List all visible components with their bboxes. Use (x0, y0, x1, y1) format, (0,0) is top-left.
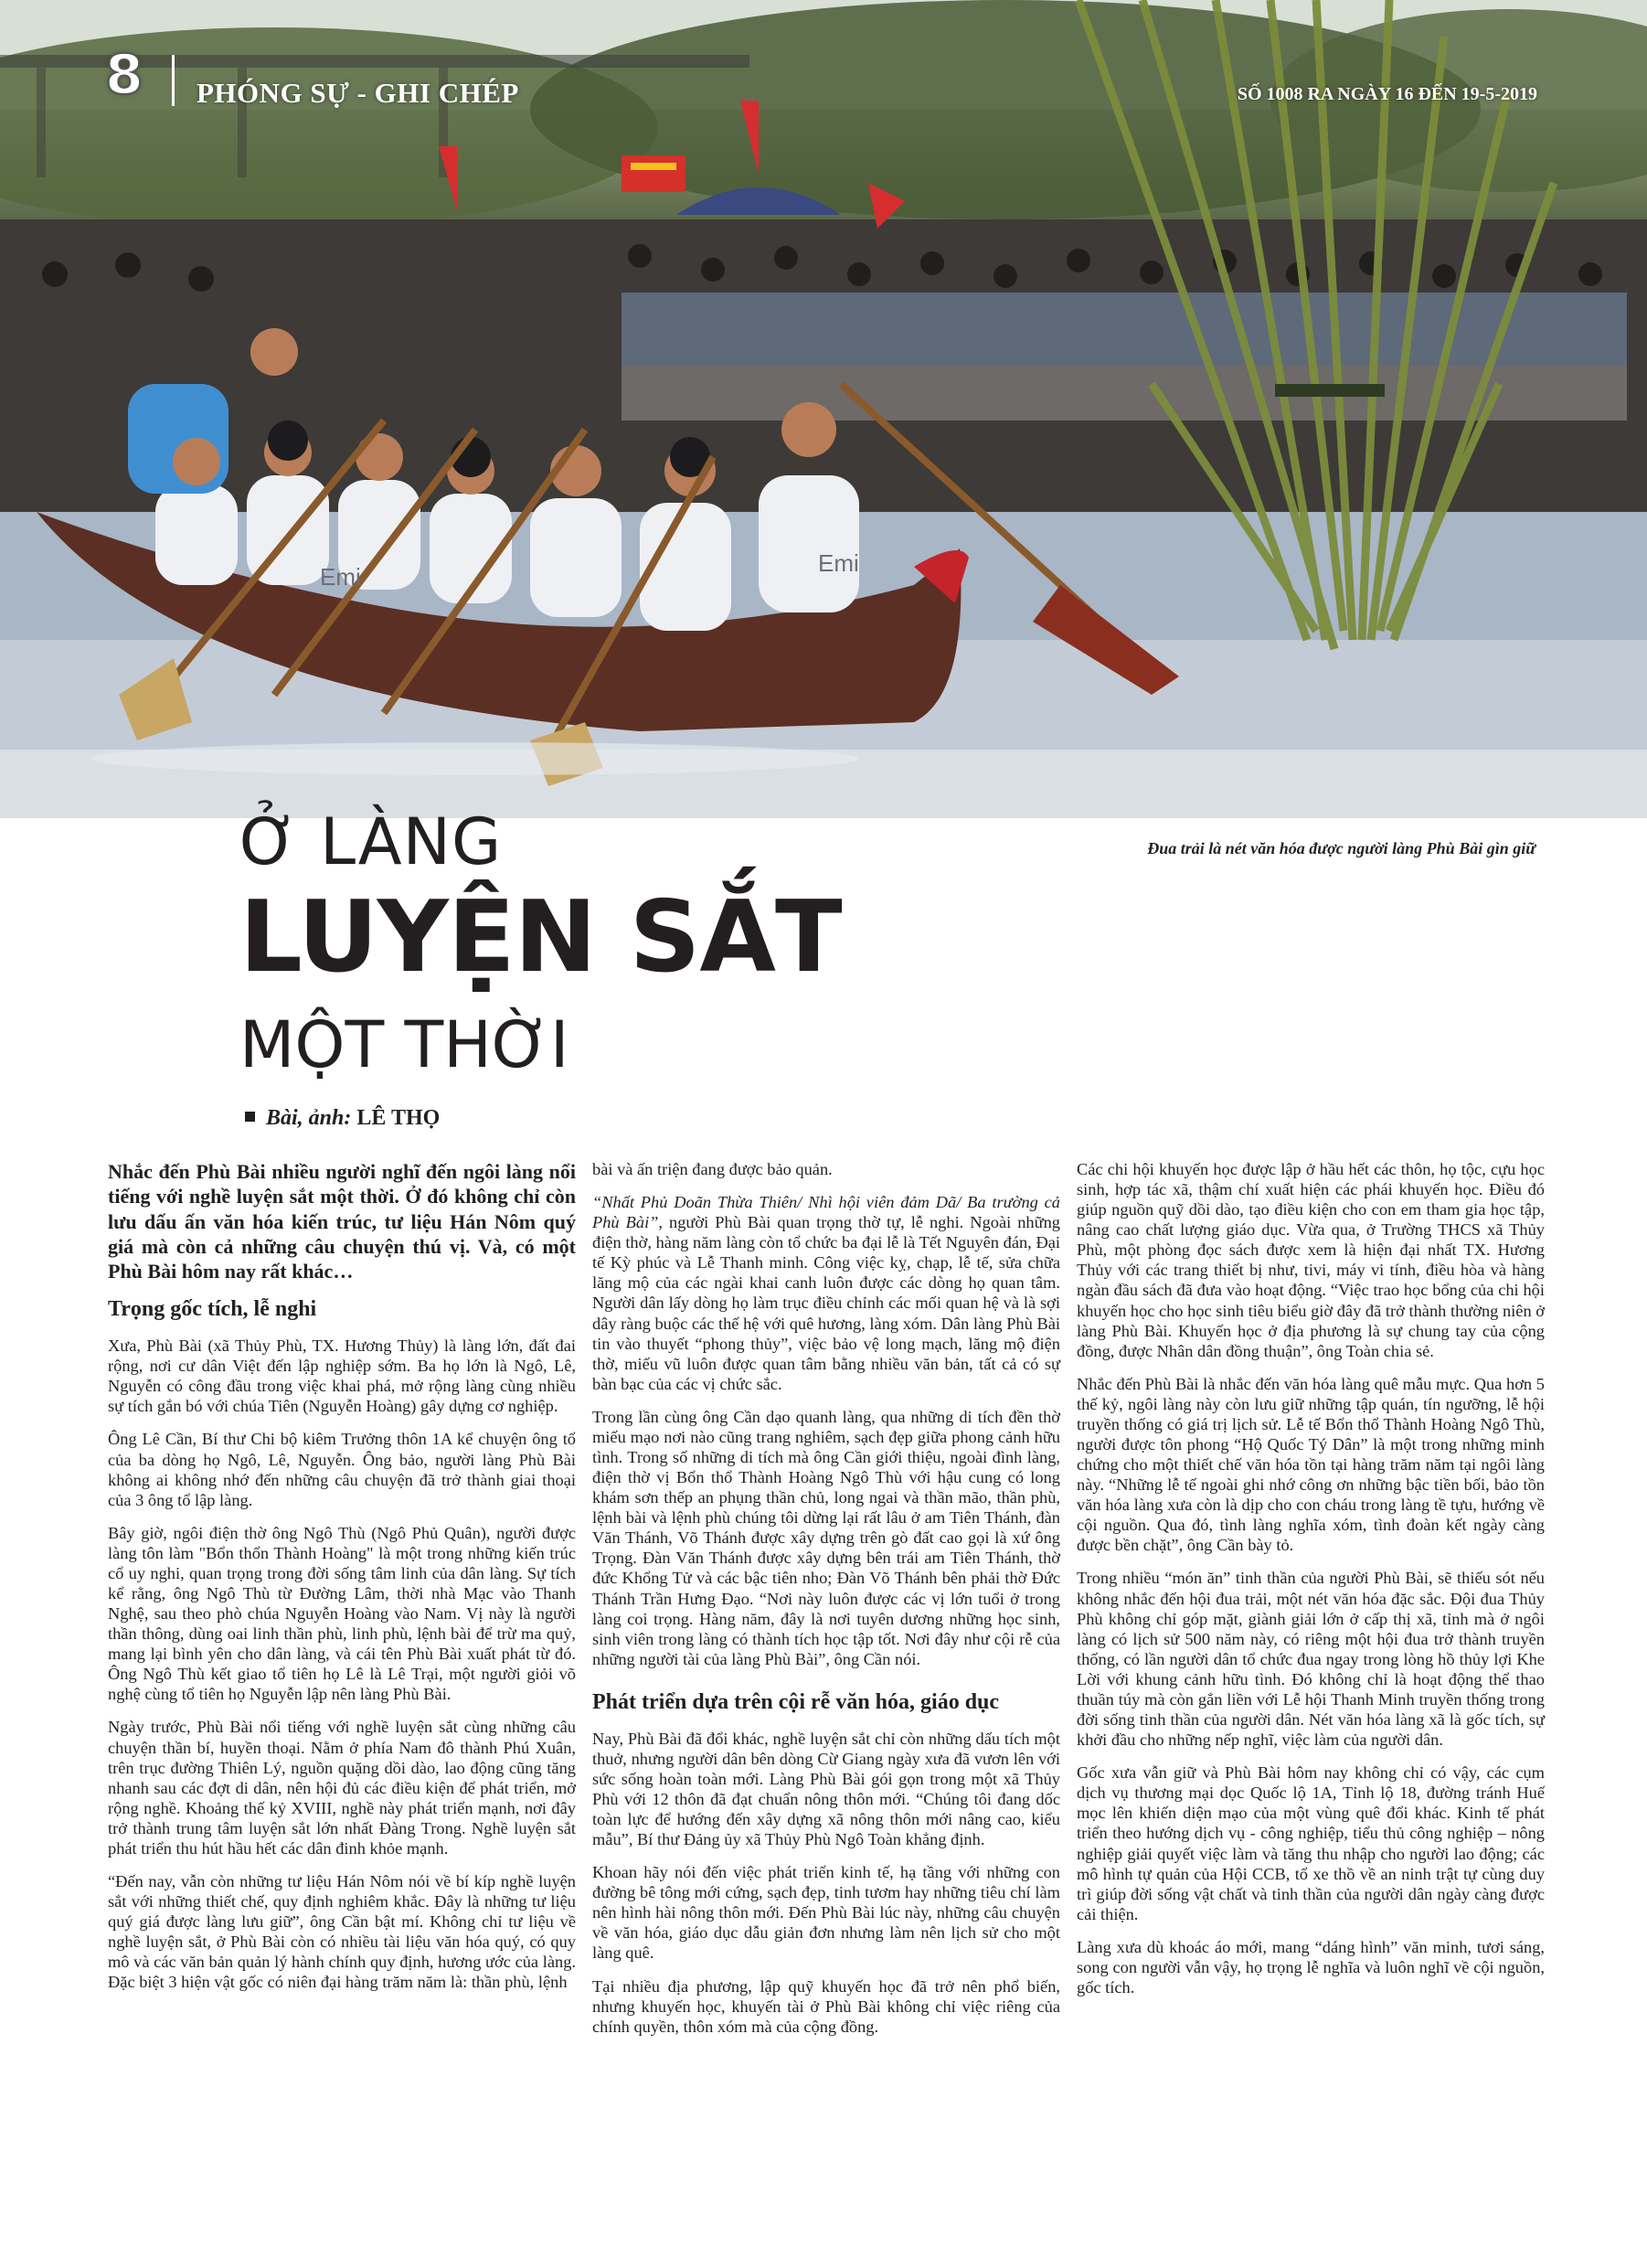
subheading-2: Phát triển dựa trên cội rễ văn hóa, giáo dục (592, 1689, 1000, 1714)
paragraph: Gốc xưa vẫn giữ và Phù Bài hôm nay không chỉ có vậy, các cụm dịch vụ thương mại dọc Quốc lộ 1A, Tỉnh lộ 18, đường tránh Huế mọc lên khiến diện mạo của một vùng quê đổi khác. Kinh tế phát triển theo hướng dịch vụ - công nghiệp, tiểu thủ công nghiệp – nông nghiệp giải quyết việc làm và tăng thu nhập cho người lao động; các mô hình tự quản của Hội CCB, tổ xe thồ về an ninh trật tự cùng duy trì giúp đời sống vật chất và tinh thần của người dân ngày càng được cải thiện. (1077, 1763, 1545, 1923)
article-column-2 (592, 1159, 1060, 2256)
paragraph: Làng xưa dù khoác áo mới, mang “dáng hình” văn minh, tươi sáng, song con người vẫn vậy, họ trọng lễ nghĩa và luôn nghĩ về cội nguồn, gốc tích. (1077, 1937, 1545, 1996)
paragraph: Tại nhiều địa phương, lập quỹ khuyến học đã trở nên phổ biến, nhưng khuyến học, khuyến tài ở Phù Bài không chỉ việc riêng của chính quyền, thôn xóm mà của cộng đồng. (592, 1976, 1060, 2036)
photo-caption: Đua trải là nét văn hóa được người làng Phù Bài gìn giữ (1147, 839, 1535, 857)
article-column-3 (1077, 1159, 1545, 2256)
paragraph: Trong nhiều “món ăn” tinh thần của người Phù Bài, sẽ thiếu sót nếu không nhắc đến hội đua trải, một nét văn hóa đặc sắc. Đội đua Thủy Phù không chỉ góp mặt, giành giải lớn ở cấp thị xã, tỉnh mà ở ngôi làng có lịch sử 500 năm này, có riêng một hội đua trở thành truyền thống, có lần người dân tổ chức đua ngay trong lòng hồ thủy lợi Khe Lời với khung cảnh hữu tình. Đó không chỉ là hoạt động thể thao thuần túy mà còn gắn liền với Lễ hội Thanh Minh truyền thống trong đời sống tinh thần của người dân. Nét văn hóa làng xã là gốc tích, sự khởi đầu cho những nếp nghĩ, việc làm của người dân. (1077, 1569, 1545, 1750)
issue-info: SỐ 1008 RA NGÀY 16 ĐẾN 19-5-2019 (1237, 84, 1537, 104)
proverb-quote: “Nhất Phủ Doãn Thừa Thiên/ Nhì hội viên đảm Dã/ Ba trường cả Phù Bài” (592, 1193, 1060, 1232)
headline-line-3: MỘT THỜI (239, 1007, 569, 1082)
section-label: PHÓNG SỰ - GHI CHÉP (197, 77, 519, 109)
boat-race-illustration (0, 0, 1647, 818)
paragraph: “Đến nay, vẫn còn những tư liệu Hán Nôm nói về bí kíp nghề luyện sắt với những thiết chế, quy định nghiêm khắc. Đây là những tư liệu quý giá được làng lưu giữ”, ông Cần bật mí. Không chỉ tư liệu về nghề luyện sắt, ở Phù Bài còn có nhiều tài liệu văn hóa quý, có quy mô và các văn bản quản lý hành chính quy định, hương ước của làng. Đặc biệt 3 hiện vật gốc có niên đại hàng trăm năm là: thần phù, lệnh (108, 1872, 576, 1992)
page-number: 8 (105, 43, 143, 107)
paragraph-with-quote (592, 1192, 1060, 1394)
shirt-print: Emi (320, 563, 361, 591)
paragraph: bài và ấn triện đang được bảo quản. (592, 1160, 833, 1178)
paragraph: Nay, Phù Bài đã đổi khác, nghề luyện sắt chỉ còn những dấu tích một thuở, nhưng người dân bên dòng Cừ Giang ngày xưa đã vươn lên với sức sống hoàn toàn mới. Làng Phù Bài gói gọn trong một xã Thủy Phù với 12 thôn đã đạt chuẩn nông thôn mới. “Chúng tôi đang dốc toàn lực để hướng đến xây dựng xã nông thôn mới nâng cao, kiểu mẫu”, Bí thư Đảng ủy xã Thủy Phù Ngô Toàn khẳng định. (592, 1729, 1060, 1849)
article-lead: Nhắc đến Phù Bài nhiều người nghĩ đến ngôi làng nổi tiếng với nghề luyện sắt một thời. Ở đó không chỉ còn lưu dấu ấn văn hóa kiến trúc, tư liệu Hán Nôm quý giá mà còn cả những câu chuyện thú vị. Và, có một Phù Bài hôm nay rất khác… (108, 1160, 576, 1283)
paragraph: Ngày trước, Phù Bài nổi tiếng với nghề luyện sắt cùng những câu chuyện thần bí, huyền thoại. Nằm ở phía Nam đô thành Phú Xuân, trên trục đường Thiên Lý, nguồn quặng dồi dào, lao động cũng tăng nhanh sau các đợt di dân, nên hội đủ các điều kiện để phát triển, mở rộng nghề. Khoảng thế kỷ XVIII, nghề này phát triển mạnh, nơi đây trở thành trung tâm luyện sắt lớn nhất Đàng Trong. Nghề luyện sắt phát triển thu hút hầu hết các dân đinh khỏe mạnh. (108, 1718, 576, 1858)
headline-line-2: LUYỆN SẮT (239, 880, 842, 995)
paragraph: Khoan hãy nói đến việc phát triển kinh tế, hạ tầng với những con đường bê tông mới cứng, sạch đẹp, tinh tươm hay những tiêu chí làm nên hình hài nông thôn mới. Đến Phù Bài lúc này, những câu chuyện về văn hóa, giáo dục dẫu giản đơn nhưng làm nên lịch sử cho một làng quê. (592, 1863, 1060, 1963)
hero-photo (0, 0, 1647, 818)
paragraph-text: , người Phù Bài quan trọng thờ tự, lễ nghi. Ngoài những điện thờ, hàng năm làng còn tổ chức ba đại lễ là Tết Nguyên đán, Đại tế Kỳ phúc và Lễ Thanh minh. Công việc kỵ, chạp, lễ tế, sửa chữa lăng mộ của các ngài khai canh luôn được các dòng họ quan tâm. Người dân lấy dòng họ làm trục điều chỉnh các mối quan hệ và là sợi dây ràng buộc các thế hệ với quê hương, làng xóm. Dân làng Phù Bài tin vào thuyết “phong thủy”, việc bảo vệ long mạch, lăng mộ điện thờ, miếu vũ luôn được quan tâm bằng nhiều văn bản, tất cả có sự bàn bạc của các vị chức sắc. (592, 1213, 1060, 1393)
article-column-1 (108, 1159, 576, 2256)
paragraph: Bây giờ, ngôi điện thờ ông Ngô Thù (Ngô Phủ Quân), người được làng tôn làm "Bổn thổn Thành Hoàng" là một trong những kiến trúc cổ uy nghi, quan trọng trong đời sống tâm linh của dân làng. Sự tích kể rằng, ông Ngô Thù từ Đường Lâm, thời nhà Mạc vào Thanh Nghệ, sau theo phò chúa Nguyễn Hoàng vào Nam. Vị này là người thần thông, dùng oai linh thần phù, linh phù, lệnh bài để trừ ma quỷ, mang lại bình yên cho dân làng, và cái tên Phù Bài xuất phát từ đó. Ông Ngô Thù kết giao tổ tiên họ Lê là Lê Trại, một người giỏi võ nghệ cùng tổ tiên họ Nguyễn lập nên làng Phù Bài. (108, 1523, 576, 1704)
paragraph: Trong lần cùng ông Cần dạo quanh làng, qua những di tích đền thờ miếu mạo nơi nào cũng trang nghiêm, sạch đẹp giữa phong cảnh hữu tình. Trong số những di tích mà ông Cần giới thiệu, ngoài đình làng, điện thờ vị Bổn thổ Thành Hoàng Ngô Thù với hậu cung có long khám sơn thếp an phụng thần chủ, long ngai và thần mão, thần phù, lệnh bài và lệnh phù chúng tôi dừng lại rất lâu ở am Tiên Thánh, đàn Văn Thánh, Võ Thánh được xây dựng trên gò đất cao gọi là xứ ông Trọng. Đàn Văn Thánh được xây dựng bên trái am Tiên Thánh, thờ đức Khổng Tử và các bậc tiên nho; Đàn Võ Thánh bên phải thờ Đức Thánh Trần Hưng Đạo. “Nơi này luôn được các vị lớn tuổi ở trong làng coi trọng. Hàng năm, đây là nơi tuyên dương những học sinh, sinh viên trong làng có thành tích học tập tốt. Nơi đây như cội rễ của những người tài của làng Phù Bài”, ông Cần nói. (592, 1407, 1060, 1668)
byline-author: LÊ THỌ (356, 1106, 441, 1130)
shirt-print: Emi (818, 549, 859, 577)
paragraph: Ông Lê Cần, Bí thư Chi bộ kiêm Trưởng thôn 1A kể chuyện ông tổ của ba dòng họ Ngô, Lê, Nguyễn. Ông bảo, người làng Phù Bài không ai không nhớ đến những câu chuyện đã trở thành giai thoại của 3 ông tổ lập làng. (108, 1430, 576, 1509)
headline-line-1: Ở LÀNG (239, 804, 503, 879)
byline-label: Bài, ảnh: (266, 1106, 352, 1130)
paragraph: Nhắc đến Phù Bài là nhắc đến văn hóa làng quê mẫu mực. Qua hơn 5 thế kỷ, ngôi làng này còn lưu giữ những tập quán, tín ngưỡng, lễ hội truyền thống có giá trị lịch sử. Lễ tế Bổn thổ Thành Hoàng Ngô Thù, người được tôn phong “Hộ Quốc Tý Dân” là một trong những minh chứng cho một thiết chế văn hóa tồn tại hàng trăm năm tại ngôi làng này. “Những lễ tế ngoài ghi nhớ công ơn những bậc tiền bối, bảo tồn văn hóa làng xưa còn là dịp cho con cháu trong làng tề tựu, hướng về cội nguồn. Qua đó, tình làng nghĩa xóm, tình đoàn kết ngày càng được bền chặt”, ông Cần bày tỏ. (1077, 1374, 1545, 1555)
byline (245, 1106, 440, 1131)
paragraph: Các chi hội khuyến học được lập ở hầu hết các thôn, họ tộc, cựu học sinh, hợp tác xã, thậm chí xuất hiện các phái khuyến học. Điều đó giúp nguồn quỹ dồi dào, tạo điều kiện cho con em tham gia học tập, nâng cao chất lượng giáo dục. Vừa qua, ở Trường THCS xã Thủy Phù, một phòng đọc sách được xem là hiện đại nhất TX. Hương Thủy với các trang thiết bị như, tivi, máy vi tính, điều hòa và hàng ngàn đầu sách đã đưa vào hoạt động. “Việc trao học bổng của chi hội khuyến học cho học sinh tiêu biểu giờ đây đã trở thành thường niên ở làng Phù Bài. Khuyến học ở địa phương là sự chung tay của cộng đồng, được Nhân dân đồng thuận”, ông Toàn chia sẻ. (1077, 1160, 1545, 1360)
bullet-square-icon (245, 1112, 255, 1122)
subheading-1: Trọng gốc tích, lễ nghi (108, 1297, 317, 1322)
header-divider (172, 55, 175, 106)
paragraph: Xưa, Phù Bài (xã Thủy Phù, TX. Hương Thủy) là làng lớn, đất đai rộng, nơi cư dân Việt đến lập nghiệp sớm. Ba họ lớn là Ngô, Lê, Nguyễn có công đầu trong việc khai phá, mở rộng làng cùng nhiều sự tích gắn bó với chúa Tiên (Nguyễn Hoàng) gây dựng cơ nghiệp. (108, 1336, 576, 1416)
